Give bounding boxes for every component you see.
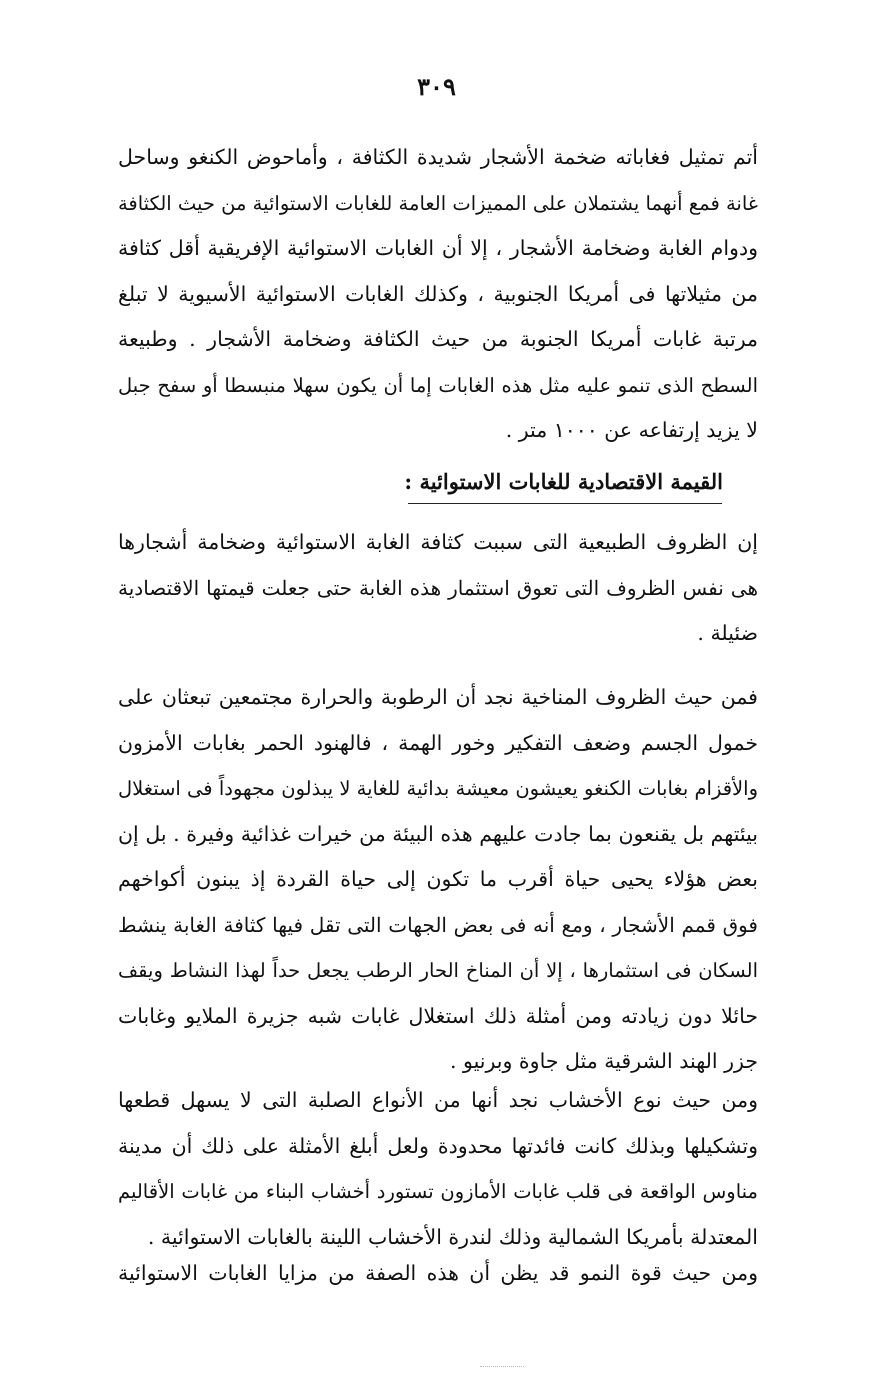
text-line: مناوس الواقعة فى قلب غابات الأمازون تستورد أخشاب البناء من غابات الأقاليم [118, 1180, 758, 1203]
paragraph-4 [118, 1078, 758, 1260]
text-line: المعتدلة بأمريكا الشمالية وذلك لندرة الأخشاب اللينة بالغابات الاستوائية . [147, 1224, 758, 1249]
text-line: إن الظروف الطبيعية التى سببت كثافة الغابة الاستوائية وضخامة أشجارها [118, 530, 758, 554]
text-line: غانة فمع أنهما يشتملان على المميزات العامة للغابات الاستوائية من حيث الكثافة [118, 191, 758, 215]
text-line: ضئيلة . [697, 621, 758, 645]
text-line: حائلا دون زيادته ومن أمثلة ذلك استغلال غابات شبه جزيرة الملايو وغابات [118, 1003, 758, 1028]
text-line: السكان فى استثمارها ، إلا أن المناخ الحار الرطب يجعل حداً لهذا النشاط ويقف [118, 959, 758, 982]
text-line: مرتبة غابات أمريكا الجنوبة من حيث الكثافة وضخامة الأشجار . وطبيعة [118, 327, 758, 351]
text-line: فمن حيث الظروف المناخية نجد أن الرطوبة والحرارة مجتمعين تبعثان على [118, 685, 758, 709]
text-line: وتشكيلها وبذلك كانت فائدتها محدودة ولعل أبلغ الأمثلة على ذلك أن مدينة [118, 1133, 758, 1158]
text-line: بعض هؤلاء يحيى حياة أقرب ما تكون إلى حياة القردة إذ يبنون أكواخهم [118, 867, 758, 891]
paragraph-5 [118, 1251, 758, 1297]
text-line: من مثيلاتها فى أمريكا الجنوبية ، وكذلك الغابات الاستوائية الأسيوية لا تبلغ [118, 281, 758, 306]
paragraph-1 [118, 135, 758, 454]
heading-underline [408, 503, 722, 504]
paragraph-3 [118, 675, 758, 1085]
text-line: جزر الهند الشرقية مثل جاوة وبرنيو . [449, 1049, 758, 1073]
text-line: بيئتهم بل يقنعون بما جادت عليهم هذه البيئة من خيرات غذائية وفيرة . بل إن [118, 821, 758, 846]
section-heading: القيمة الاقتصادية للغابات الاستوائية : [404, 469, 723, 494]
paragraph-2 [118, 520, 758, 657]
text-line: فوق قمم الأشجار ، ومع أنه فى بعض الجهات التى تقل فيها كثافة الغابة ينشط [118, 912, 758, 937]
text-line: خمول الجسم وضعف التفكير وخور الهمة ، فالهنود الحمر بغابات الأمزون [118, 730, 758, 755]
text-line: ومن حيث نوع الأخشاب نجد أنها من الأنواع الصلبة التى لا يسهل قطعها [118, 1088, 758, 1112]
text-line: لا يزيد إرتفاعه عن ١٠٠٠ متر . [505, 418, 758, 442]
text-line: والأقزام بغابات الكنغو يعيشون معيشة بدائية للغاية لا يبذلون مجهوداً فى استغلال [118, 777, 758, 800]
text-line: ودوام الغابة وضخامة الأشجار ، إلا أن الغابات الاستوائية الإفريقية أقل كثافة [118, 236, 758, 260]
text-line: السطح الذى تنمو عليه مثل هذه الغابات إما أن يكون سهلا منبسطا أو سفح جبل [118, 373, 758, 397]
page-number: ٣٠٩ [417, 72, 456, 101]
text-line: ومن حيث قوة النمو قد يظن أن هذه الصفة من مزايا الغابات الاستوائية [118, 1261, 758, 1285]
text-line: هى نفس الظروف التى تعوق استثمار هذه الغابة حتى جعلت قيمتها الاقتصادية [118, 575, 758, 600]
text-line: أتم تمثيل فغاباته ضخمة الأشجار شديدة الكثافة ، وأماحوض الكنغو وساحل [118, 145, 758, 169]
scan-artifact [480, 1366, 524, 1367]
